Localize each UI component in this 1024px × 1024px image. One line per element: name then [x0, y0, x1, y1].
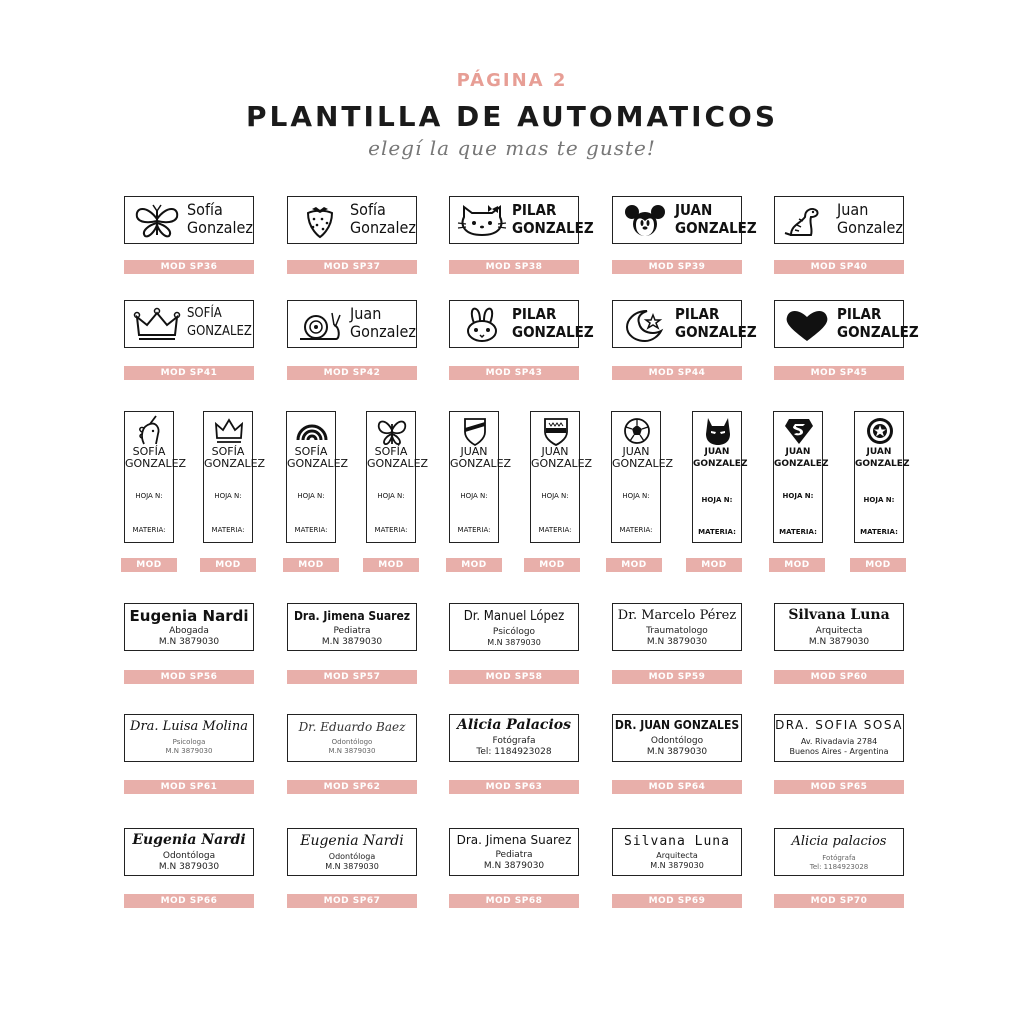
hoja-field: HOJA N: — [701, 496, 733, 504]
stamp-line1: JUAN — [622, 445, 650, 458]
stamp-line2: GONZALEZ — [512, 219, 594, 237]
stamp-sp60[interactable] — [774, 603, 904, 651]
stamp-line2: GONZALEZ — [512, 323, 594, 341]
stamp-info: Buenos Aires - Argentina — [789, 747, 889, 756]
heart-icon — [781, 307, 833, 343]
materia-field: MATERIA: — [538, 526, 572, 534]
stamp-line1: Sofía — [350, 200, 386, 219]
stamp-name: Dra. Jimena Suarez — [293, 609, 411, 623]
butterfly-icon — [376, 416, 408, 446]
stamp-info: M.N 3879030 — [646, 637, 708, 647]
stamp-sp65[interactable] — [774, 714, 904, 762]
stamp-line2: Gonzalez — [837, 218, 903, 237]
stamp-line1: SOFÍA — [294, 445, 328, 458]
stamp-sp63[interactable] — [449, 714, 579, 762]
stamp-name: Dra. Luisa Molina — [130, 719, 248, 734]
stamp-line1: JUAN — [675, 201, 713, 219]
hello-kitty-icon — [456, 203, 508, 239]
stamp-sp48[interactable] — [286, 411, 349, 543]
mod-label: MOD SP63 — [449, 780, 579, 794]
stamp-sp59[interactable] — [612, 603, 742, 651]
stamp-line2: GONZALEZ — [675, 219, 757, 237]
mod-label: MOD SP53 — [686, 558, 742, 572]
hoja-field: HOJA N: — [460, 492, 488, 500]
stamp-line1: SOFÍA — [211, 445, 245, 458]
stamp-info: M.N 3879030 — [646, 747, 708, 757]
stamp-sp44[interactable] — [612, 300, 757, 348]
moon-star-icon — [619, 307, 671, 343]
materia-field: MATERIA: — [779, 528, 817, 536]
stamp-name: Alicia palacios — [791, 834, 887, 849]
butterfly-icon — [131, 203, 183, 239]
stamp-name: Dr. Marcelo Pérez — [617, 608, 737, 623]
mod-label: MOD SP54 — [769, 558, 825, 572]
materia-field: MATERIA: — [619, 526, 653, 534]
stamp-sp43[interactable] — [449, 300, 594, 348]
stamp-line2: GONZALEZ — [367, 457, 429, 470]
stamp-info: M.N 3879030 — [321, 637, 383, 647]
stamp-sp40[interactable] — [774, 196, 904, 244]
stamp-line2: Gonzalez — [350, 322, 416, 341]
stamp-info: Tel: 1184923028 — [809, 863, 869, 871]
stamp-line1: PILAR — [512, 201, 557, 219]
mod-label: MOD SP46 — [121, 558, 177, 572]
stamp-info: M.N 3879030 — [650, 861, 704, 870]
stamp-line1: JUAN — [460, 445, 488, 458]
mod-label: MOD SP58 — [449, 670, 579, 684]
stamp-title: Odontólogo — [331, 738, 373, 746]
stamp-title: Av. Rivadavia 2784 — [800, 737, 878, 746]
materia-field: MATERIA: — [294, 526, 328, 534]
captain-shield-icon — [864, 416, 896, 446]
stamp-sp45[interactable] — [774, 300, 919, 348]
stamp-sp36[interactable] — [124, 196, 254, 244]
batman-icon — [702, 416, 734, 446]
stamp-name: Silvana Luna — [788, 607, 890, 623]
stamp-name: Eugenia Nardi — [129, 607, 249, 625]
stamp-line1: PILAR — [512, 305, 557, 323]
mod-label: MOD SP39 — [612, 260, 742, 274]
mod-label: MOD SP49 — [363, 558, 419, 572]
stamp-title: Psicologa — [172, 738, 206, 746]
stamp-sp66[interactable] — [124, 828, 254, 876]
mod-label: MOD SP51 — [524, 558, 580, 572]
mod-label: MOD SP66 — [124, 894, 254, 908]
mod-label: MOD SP64 — [612, 780, 742, 794]
stamp-sp39[interactable] — [612, 196, 757, 244]
stamp-line2: Gonzalez — [350, 218, 416, 237]
stamp-line2: Gonzalez — [187, 218, 253, 237]
stamp-sp54[interactable] — [773, 411, 829, 543]
soccer-ball-icon — [621, 416, 653, 446]
stamp-title: Fotógrafa — [822, 854, 856, 862]
stamp-name: Eugenia Nardi — [132, 832, 246, 848]
hoja-field: HOJA N: — [622, 492, 650, 500]
materia-field: MATERIA: — [374, 526, 408, 534]
page-label: PÁGINA 2 — [456, 70, 568, 91]
stamp-sp38[interactable] — [449, 196, 594, 244]
snail-icon — [294, 307, 346, 343]
stamp-line2: GONZALEZ — [450, 457, 512, 470]
hoja-field: HOJA N: — [135, 492, 163, 500]
stamp-info: M.N 3879030 — [328, 747, 376, 755]
mod-label: MOD SP44 — [612, 366, 742, 380]
stamp-title: Odontóloga — [162, 851, 216, 861]
stamp-line1: Juan — [350, 304, 382, 323]
stamp-line1: PILAR — [675, 305, 720, 323]
page-title: PLANTILLA DE AUTOMATICOS — [245, 100, 779, 133]
mod-label: MOD SP50 — [446, 558, 502, 572]
stamp-name: Dr. Eduardo Baez — [298, 720, 406, 734]
stamp-name: DRA. SOFIA SOSA — [775, 718, 903, 732]
stamp-sp58[interactable] — [449, 603, 579, 651]
stamp-title: Abogada — [169, 626, 209, 636]
mod-label: MOD SP59 — [612, 670, 742, 684]
stamp-line2: GONZALEZ — [531, 457, 593, 470]
mod-label: MOD SP62 — [287, 780, 417, 794]
bunny-icon — [456, 307, 508, 343]
stamp-name: Dra. Jimena Suarez — [456, 833, 572, 847]
stamp-line2: GONZALEZ — [675, 323, 757, 341]
mod-label: MOD SP52 — [606, 558, 662, 572]
stamp-title: Odontólogo — [650, 736, 704, 746]
stamp-sp42[interactable] — [287, 300, 417, 348]
stamp-line2: GONZALEZ — [204, 457, 266, 470]
mod-label: MOD SP67 — [287, 894, 417, 908]
stamp-line1: SOFÍA — [187, 306, 222, 321]
stamp-info: M.N 3879030 — [808, 637, 870, 647]
stamp-line2: GONZALEZ — [774, 459, 829, 469]
stamp-line1: SOFÍA — [132, 445, 166, 458]
stamp-line2: GONZALEZ — [612, 457, 674, 470]
superman-icon — [783, 416, 815, 446]
page-subtitle: elegí la que mas te guste! — [368, 136, 656, 160]
boca-badge-icon — [540, 416, 572, 446]
stamp-line2: GONZALEZ — [125, 457, 187, 470]
stamp-line1: PILAR — [837, 305, 882, 323]
crown-icon — [131, 307, 183, 343]
stamp-sp68[interactable] — [449, 828, 579, 876]
stamp-sp57[interactable] — [287, 603, 417, 651]
stamp-name: Eugenia Nardi — [300, 833, 404, 849]
stamp-sp61[interactable] — [124, 714, 254, 762]
mod-label: MOD SP48 — [283, 558, 339, 572]
strawberry-icon — [294, 203, 346, 239]
mickey-icon — [619, 203, 671, 239]
mod-label: MOD SP70 — [774, 894, 904, 908]
stamp-title: Pediatra — [495, 850, 533, 860]
stamp-sp67[interactable] — [287, 828, 417, 876]
mod-label: MOD SP65 — [774, 780, 904, 794]
unicorn-icon — [134, 416, 166, 446]
stamp-line1: SOFÍA — [374, 445, 408, 458]
stamp-sp62[interactable] — [287, 714, 417, 762]
stamp-line2: GONZALEZ — [837, 323, 919, 341]
stamp-info: M.N 3879030 — [165, 747, 213, 755]
mod-label: MOD SP47 — [200, 558, 256, 572]
stamp-name: DR. JUAN GONZALES — [614, 718, 740, 732]
mod-label: MOD SP57 — [287, 670, 417, 684]
mod-label: MOD SP69 — [612, 894, 742, 908]
dinosaur-icon — [781, 203, 833, 239]
stamp-sp50[interactable] — [449, 411, 512, 543]
stamp-title: Arquitecta — [815, 626, 863, 636]
mod-label: MOD SP68 — [449, 894, 579, 908]
stamp-info: M.N 3879030 — [325, 862, 379, 871]
stamp-sp46[interactable] — [124, 411, 187, 543]
stamp-sp52[interactable] — [611, 411, 674, 543]
stamp-sp64[interactable] — [612, 714, 742, 762]
stamp-sp51[interactable] — [530, 411, 593, 543]
stamp-line2: GONZALEZ — [187, 324, 252, 339]
mod-label: MOD SP42 — [287, 366, 417, 380]
hoja-field: HOJA N: — [377, 492, 405, 500]
stamp-sp56[interactable] — [124, 603, 254, 651]
stamp-sp37[interactable] — [287, 196, 417, 244]
hoja-field: HOJA N: — [541, 492, 569, 500]
stamp-line1: Sofía — [187, 200, 223, 219]
mod-label: MOD SP40 — [774, 260, 904, 274]
stamp-info: Tel: 1184923028 — [476, 747, 552, 757]
mod-label: MOD SP61 — [124, 780, 254, 794]
stamp-sp41[interactable] — [124, 300, 254, 348]
stamp-line1: JUAN — [785, 447, 811, 457]
stamp-line2: GONZALEZ — [287, 457, 349, 470]
mod-label: MOD SP37 — [287, 260, 417, 274]
stamp-title: Traumatologo — [646, 626, 708, 636]
mod-label: MOD SP38 — [449, 260, 579, 274]
mod-label: MOD SP56 — [124, 670, 254, 684]
materia-field: MATERIA: — [698, 528, 736, 536]
stamp-sp70[interactable] — [774, 828, 904, 876]
mod-label: MOD SP41 — [124, 366, 254, 380]
stamp-title: Fotógrafa — [492, 736, 536, 746]
mod-label: MOD SP45 — [774, 366, 904, 380]
stamp-line2: GONZALEZ — [693, 459, 748, 469]
stamp-name: Alicia Palacios — [457, 717, 571, 733]
hoja-field: HOJA N: — [863, 496, 895, 504]
stamp-sp55[interactable] — [854, 411, 910, 543]
hoja-field: HOJA N: — [214, 492, 242, 500]
stamp-sp49[interactable] — [366, 411, 429, 543]
stamp-line1: JUAN — [541, 445, 569, 458]
rainbow-icon — [296, 416, 328, 446]
river-badge-icon — [459, 416, 491, 446]
stamp-line1: Juan — [837, 200, 869, 219]
stamp-line1: JUAN — [704, 447, 730, 457]
stamp-info: M.N 3879030 — [158, 637, 220, 647]
stamp-title: Arquitecta — [656, 851, 698, 860]
hoja-field: HOJA N: — [782, 492, 814, 500]
stamp-info: M.N 3879030 — [483, 861, 545, 871]
materia-field: MATERIA: — [860, 528, 898, 536]
stamp-line1: JUAN — [866, 447, 892, 457]
mod-label: MOD SP36 — [124, 260, 254, 274]
stamp-info: M.N 3879030 — [487, 638, 541, 647]
materia-field: MATERIA: — [132, 526, 166, 534]
mod-label: MOD SP55 — [850, 558, 906, 572]
crown-icon — [213, 416, 245, 446]
stamp-title: Odontóloga — [328, 852, 376, 861]
stamp-title: Psicólogo — [492, 627, 536, 637]
stamp-sp53[interactable] — [692, 411, 748, 543]
hoja-field: HOJA N: — [297, 492, 325, 500]
stamp-name: Silvana Luna — [624, 834, 730, 849]
stamp-name: Dr. Manuel López — [463, 609, 565, 624]
materia-field: MATERIA: — [457, 526, 491, 534]
stamp-title: Pediatra — [333, 626, 371, 636]
mod-label: MOD SP60 — [774, 670, 904, 684]
materia-field: MATERIA: — [211, 526, 245, 534]
stamp-info: M.N 3879030 — [158, 862, 220, 872]
stamp-line2: GONZALEZ — [855, 459, 910, 469]
mod-label: MOD SP43 — [449, 366, 579, 380]
stamp-sp47[interactable] — [203, 411, 266, 543]
stamp-sp69[interactable] — [612, 828, 742, 876]
